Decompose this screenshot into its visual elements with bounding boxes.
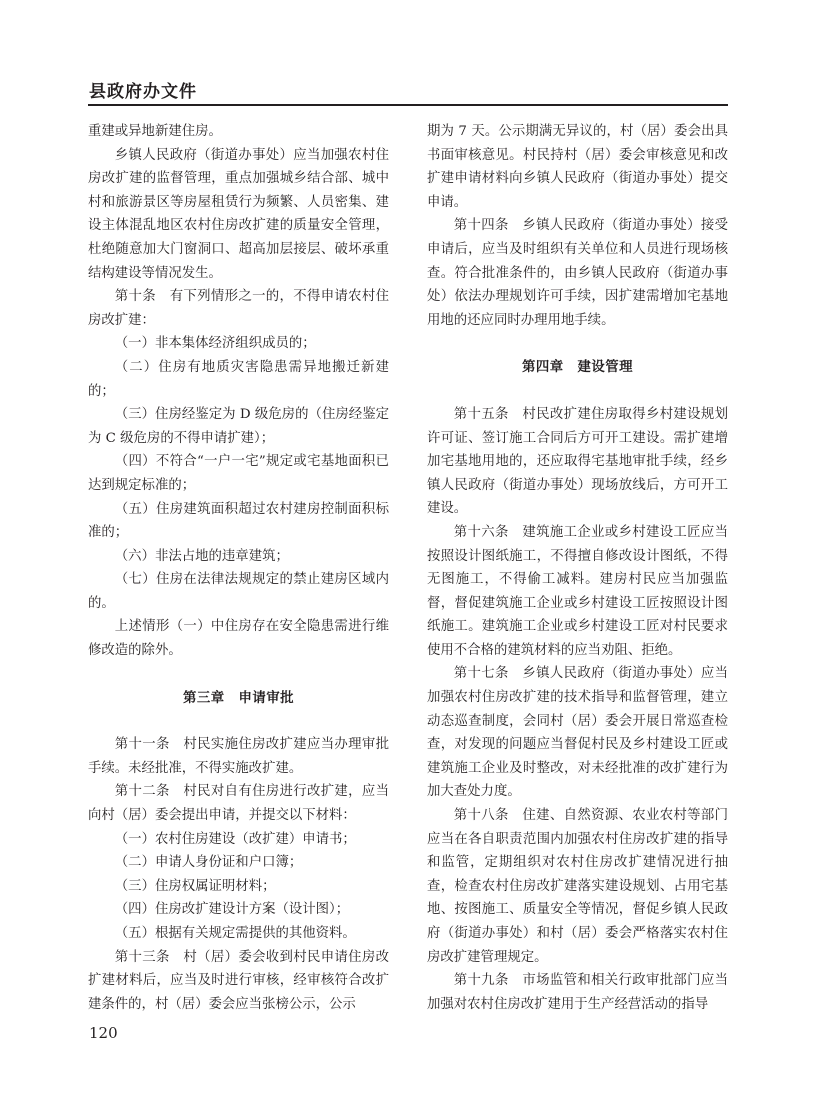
right-column <box>427 120 728 1016</box>
list-item: （一）非本集体经济组织成员的； <box>114 336 316 352</box>
article-19: 第十九条 市场监管和相关行政审批部门应当加强对农村住房改扩建用于生产经营活动的指导 <box>427 973 728 1012</box>
list-item: （二）住房有地质灾害隐患需异地搬迁新建的； <box>88 359 389 399</box>
article-12: 第十二条 村民对自有住房进行改扩建，应当向村（居）委会提出申请，并提交以下材料： <box>88 784 389 824</box>
list-item: （二）申请人身份证和户口簿； <box>114 855 303 871</box>
list-item: （三）住房权属证明材料； <box>114 878 276 894</box>
list-item: （六）非法占地的违章建筑； <box>114 548 289 564</box>
left-column <box>88 120 389 1016</box>
article-16: 第十六条 建筑施工企业或乡村建设工匠应当按照设计图纸施工，不得擅自修改设计图纸，不得无图施工，不得偷工减料。建房村民应当加强监督，督促建筑施工企业或乡村建设工匠按照设计图纸施工。建筑施工企业或乡村建设工匠对村民要求使用不合格的建筑材料的应当劝阻、拒绝。 <box>427 524 728 658</box>
header-divider <box>88 104 728 106</box>
list-item: （一）农村住房建设（改扩建）申请书； <box>114 831 356 847</box>
article-18: 第十八条 住建、自然资源、农业农村等部门应当在各自职责范围内加强农村住房改扩建的指导和监管，定期组织对农村住房改扩建情况进行抽查，检查农村住房改扩建落实建设规划、占用宅基地、按图施工、质量安全等情况，督促乡镇人民政府（街道办事处）和村（居）委会严格落实农村住房改扩建管理规定。 <box>427 808 728 965</box>
paragraph: 乡镇人民政府（街道办事处）应当加强农村住房改扩建的监督管理，重点加强城乡结合部、城中村和旅游景区等房屋租赁行为频繁、人员密集、建设主体混乱地区农村住房改扩建的质量安全管理，杜绝随意加大门窗洞口、超高加层接层、破坏承重结构建设等情况发生。 <box>88 147 389 281</box>
page-number: 120 <box>89 1024 118 1042</box>
paragraph: 重建或异地新建住房。 <box>88 124 222 139</box>
article-13-continued: 期为 7 天。公示期满无异议的，村（居）委会出具书面审核意见。村民持村（居）委会审核意见和改扩建申请材料向乡镇人民政府（街道办事处）提交申请。 <box>427 124 728 210</box>
article-15: 第十五条 村民改扩建住房取得乡村建设规划许可证、签订施工合同后方可开工建设。需扩建增加宅基地用地的，还应取得宅基地审批手续，经乡镇人民政府（街道办事处）现场放线后，方可开工建设。 <box>427 406 728 517</box>
chapter-heading: 第三章 申请审批 <box>182 690 295 706</box>
list-item: （五）根据有关规定需提供的其他资料。 <box>114 926 356 941</box>
article-13: 第十三条 村（居）委会收到村民申请住房改扩建材料后，应当及时进行审核，经审核符合改扩建条件的，村（居）委会应当张榜公示，公示 <box>88 949 389 1012</box>
list-item: （五）住房建筑面积超过农村建房控制面积标准的； <box>88 501 389 541</box>
running-header-title: 县政府办文件 <box>89 82 197 102</box>
article-14: 第十四条 乡镇人民政府（街道办事处）接受申请后，应当及时组织有关单位和人员进行现场核查。符合批准条件的，由乡镇人民政府（街道办事处）依法办理规划许可手续，因扩建需增加宅基地用地的还应同时办理用地手续。 <box>427 218 728 328</box>
article-10: 第十条 有下列情形之一的，不得申请农村住房改扩建： <box>88 289 389 328</box>
list-item: （七）住房在法律法规规定的禁止建房区域内的。 <box>88 572 389 611</box>
article-17: 第十七条 乡镇人民政府（街道办事处）应当加强农村住房改扩建的技术指导和监督管理，建立动态巡查制度，会同村（居）委会开展日常巡查检查，对发现的问题应当督促村民及乡村建设工匠或建筑施工企业及时整改，对未经批准的改扩建行为加大查处力度。 <box>427 666 728 800</box>
list-item: （四）住房改扩建设计方案（设计图）； <box>114 902 350 918</box>
chapter-heading: 第四章 建设管理 <box>521 360 634 376</box>
article-11: 第十一条 村民实施住房改扩建应当办理审批手续。未经批准，不得实施改扩建。 <box>88 737 389 776</box>
paragraph: 上述情形（一）中住房存在安全隐患需进行维修改造的除外。 <box>88 619 389 659</box>
list-item: （四）不符合“一户一宅”规定或宅基地面积已达到规定标准的； <box>88 454 389 493</box>
list-item: （三）住房经鉴定为 D 级危房的（住房经鉴定为 C 级危房的不得申请扩建）； <box>88 407 389 446</box>
